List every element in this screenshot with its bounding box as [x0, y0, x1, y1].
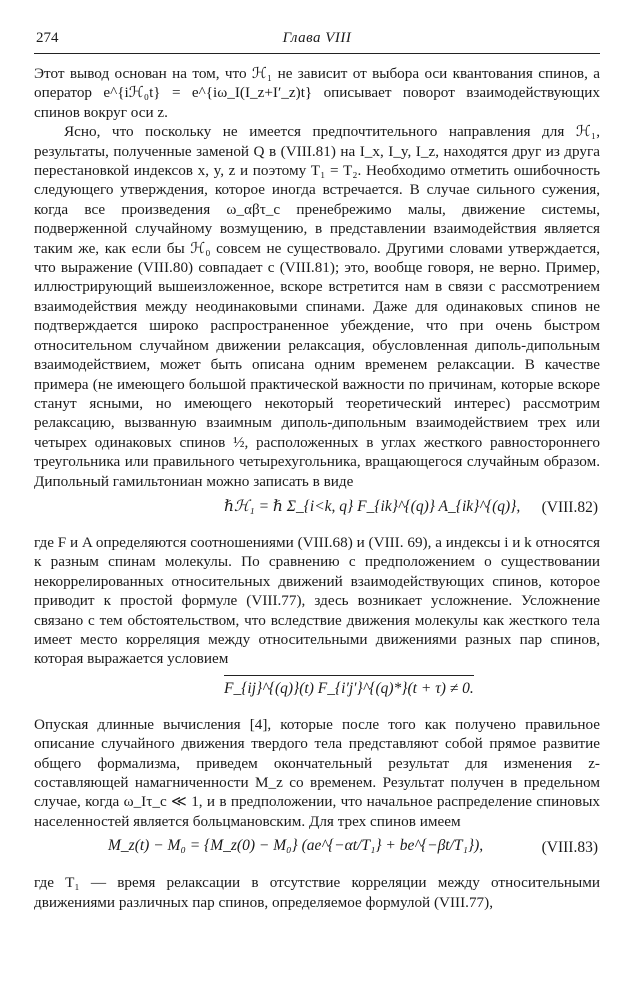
equation-viii-83-formula: M_z(t) − M₀ = {M_z(0) − M₀} (ae^{−αt/T₁} + be^{−βt/T₁}), [108, 837, 484, 855]
running-title: Глава VIII [282, 30, 352, 46]
paragraph-5: где T₁ — время релаксации в отсутствие корреляции между относительными движениями различных пар спинов, определяемое формулой (VIII.77), [34, 874, 600, 911]
page-header [34, 30, 600, 50]
equation-correlation [34, 669, 600, 715]
equation-viii-82-label: (VIII.82) [541, 498, 598, 516]
paragraph-3: где F и A определяются соотношениями (VIII.68) и (VIII. 69), а индексы i и k относятся к разным спинам молекулы. По сравнению с предположением о существовании некоррелированных относительных движений взаимодействующих спинов, которое приводит к простой формуле (VIII.77), здесь возникает усложнение. Усложнение связано с тем обстоятельством, что вследствие движения молекулы как жесткого тела имеет место корреляция между относительными движениями разных пар спинов, которая выражается условием [34, 533, 600, 668]
page-number: 274 [36, 30, 59, 46]
equation-viii-82-formula: ℏℋ₁ = ℏ Σ_{i<k, q} F_{ik}^{(q)} A_{ik}^{(q)}, [224, 497, 521, 515]
equation-viii-82 [34, 491, 600, 533]
equation-viii-83 [34, 831, 600, 873]
paragraph-4: Опуская длинные вычисления [4], которые после того как получено правильное описание случайного движения твердого тела представляют собой прямое развитие общего формализма, приведем окончательный результат для изменения z-составляющей намагниченности M_z со временем. Результат получен в предельном случае, когда ω_Iτ_c ≪ 1, и в предположении, что начальное распределение спиновых населенностей является больцмановским. Для трех спинов имеем [34, 715, 600, 830]
book-page [34, 30, 600, 912]
equation-correlation-formula: F_{ij}^{(q)}(t) F_{i′j′}^{(q)*}(t + τ) ≠ 0. [224, 675, 474, 698]
header-rule [34, 53, 600, 54]
paragraph-2: Ясно, что поскольку не имеется предпочтительного направления для ℋ₁, результаты, полученные заменой Q в (VIII.81) на I_x, I_y, I_z, находятся друг из друга перестановкой индексов x, y, z и поэтому T₁ = T₂. Необходимо отметить ошибочность следующего утверждения, которое иногда встречается. В случае сильного сужения, когда все произведения ω_αβτ_c пренебрежимо малы, движение системы, подверженной случайному возмущению, в представлении взаимодействия является таким же, как если бы ℋ₀ совсем не существовало. Другими словами утверждается, что выражение (VIII.80) совпадает с (VIII.81); это, вообще говоря, не верно. Пример, иллюстрирующий вышеизложенное, вскоре встретится нам в связи с рассмотрением взаимодействия между неодинаковыми спинами. Даже для одинаковых спинов не подтверждается широко распространенное убеждение, что при очень быстром относительном случайном движении релаксация, обусловленная диполь-дипольным взаимодействием, может быть описана одним временем релаксации. В качестве примера (не имеющего большой практической важности по причинам, которые вскоре станут ясными, но имеющего некоторый теоретический интерес) рассмотрим релаксацию, вызванную взаимным диполь-дипольным взаимодействием трех или четырех одинаковых спинов ½, расположенных в углах жесткого равностороннего треугольника или правильного четырехугольника, вращающегося случайным образом. Дипольный гамильтониан можно записать в виде [34, 123, 600, 490]
paragraph-1: Этот вывод основан на том, что ℋ₁ не зависит от выбора оси квантования спинов, а оператор e^{iℋ₀t} = e^{iω_I(I_z+I′_z)t} описывает поворот взаимодействующих спинов вокруг оси z. [34, 65, 600, 121]
equation-viii-83-label: (VIII.83) [541, 839, 598, 857]
